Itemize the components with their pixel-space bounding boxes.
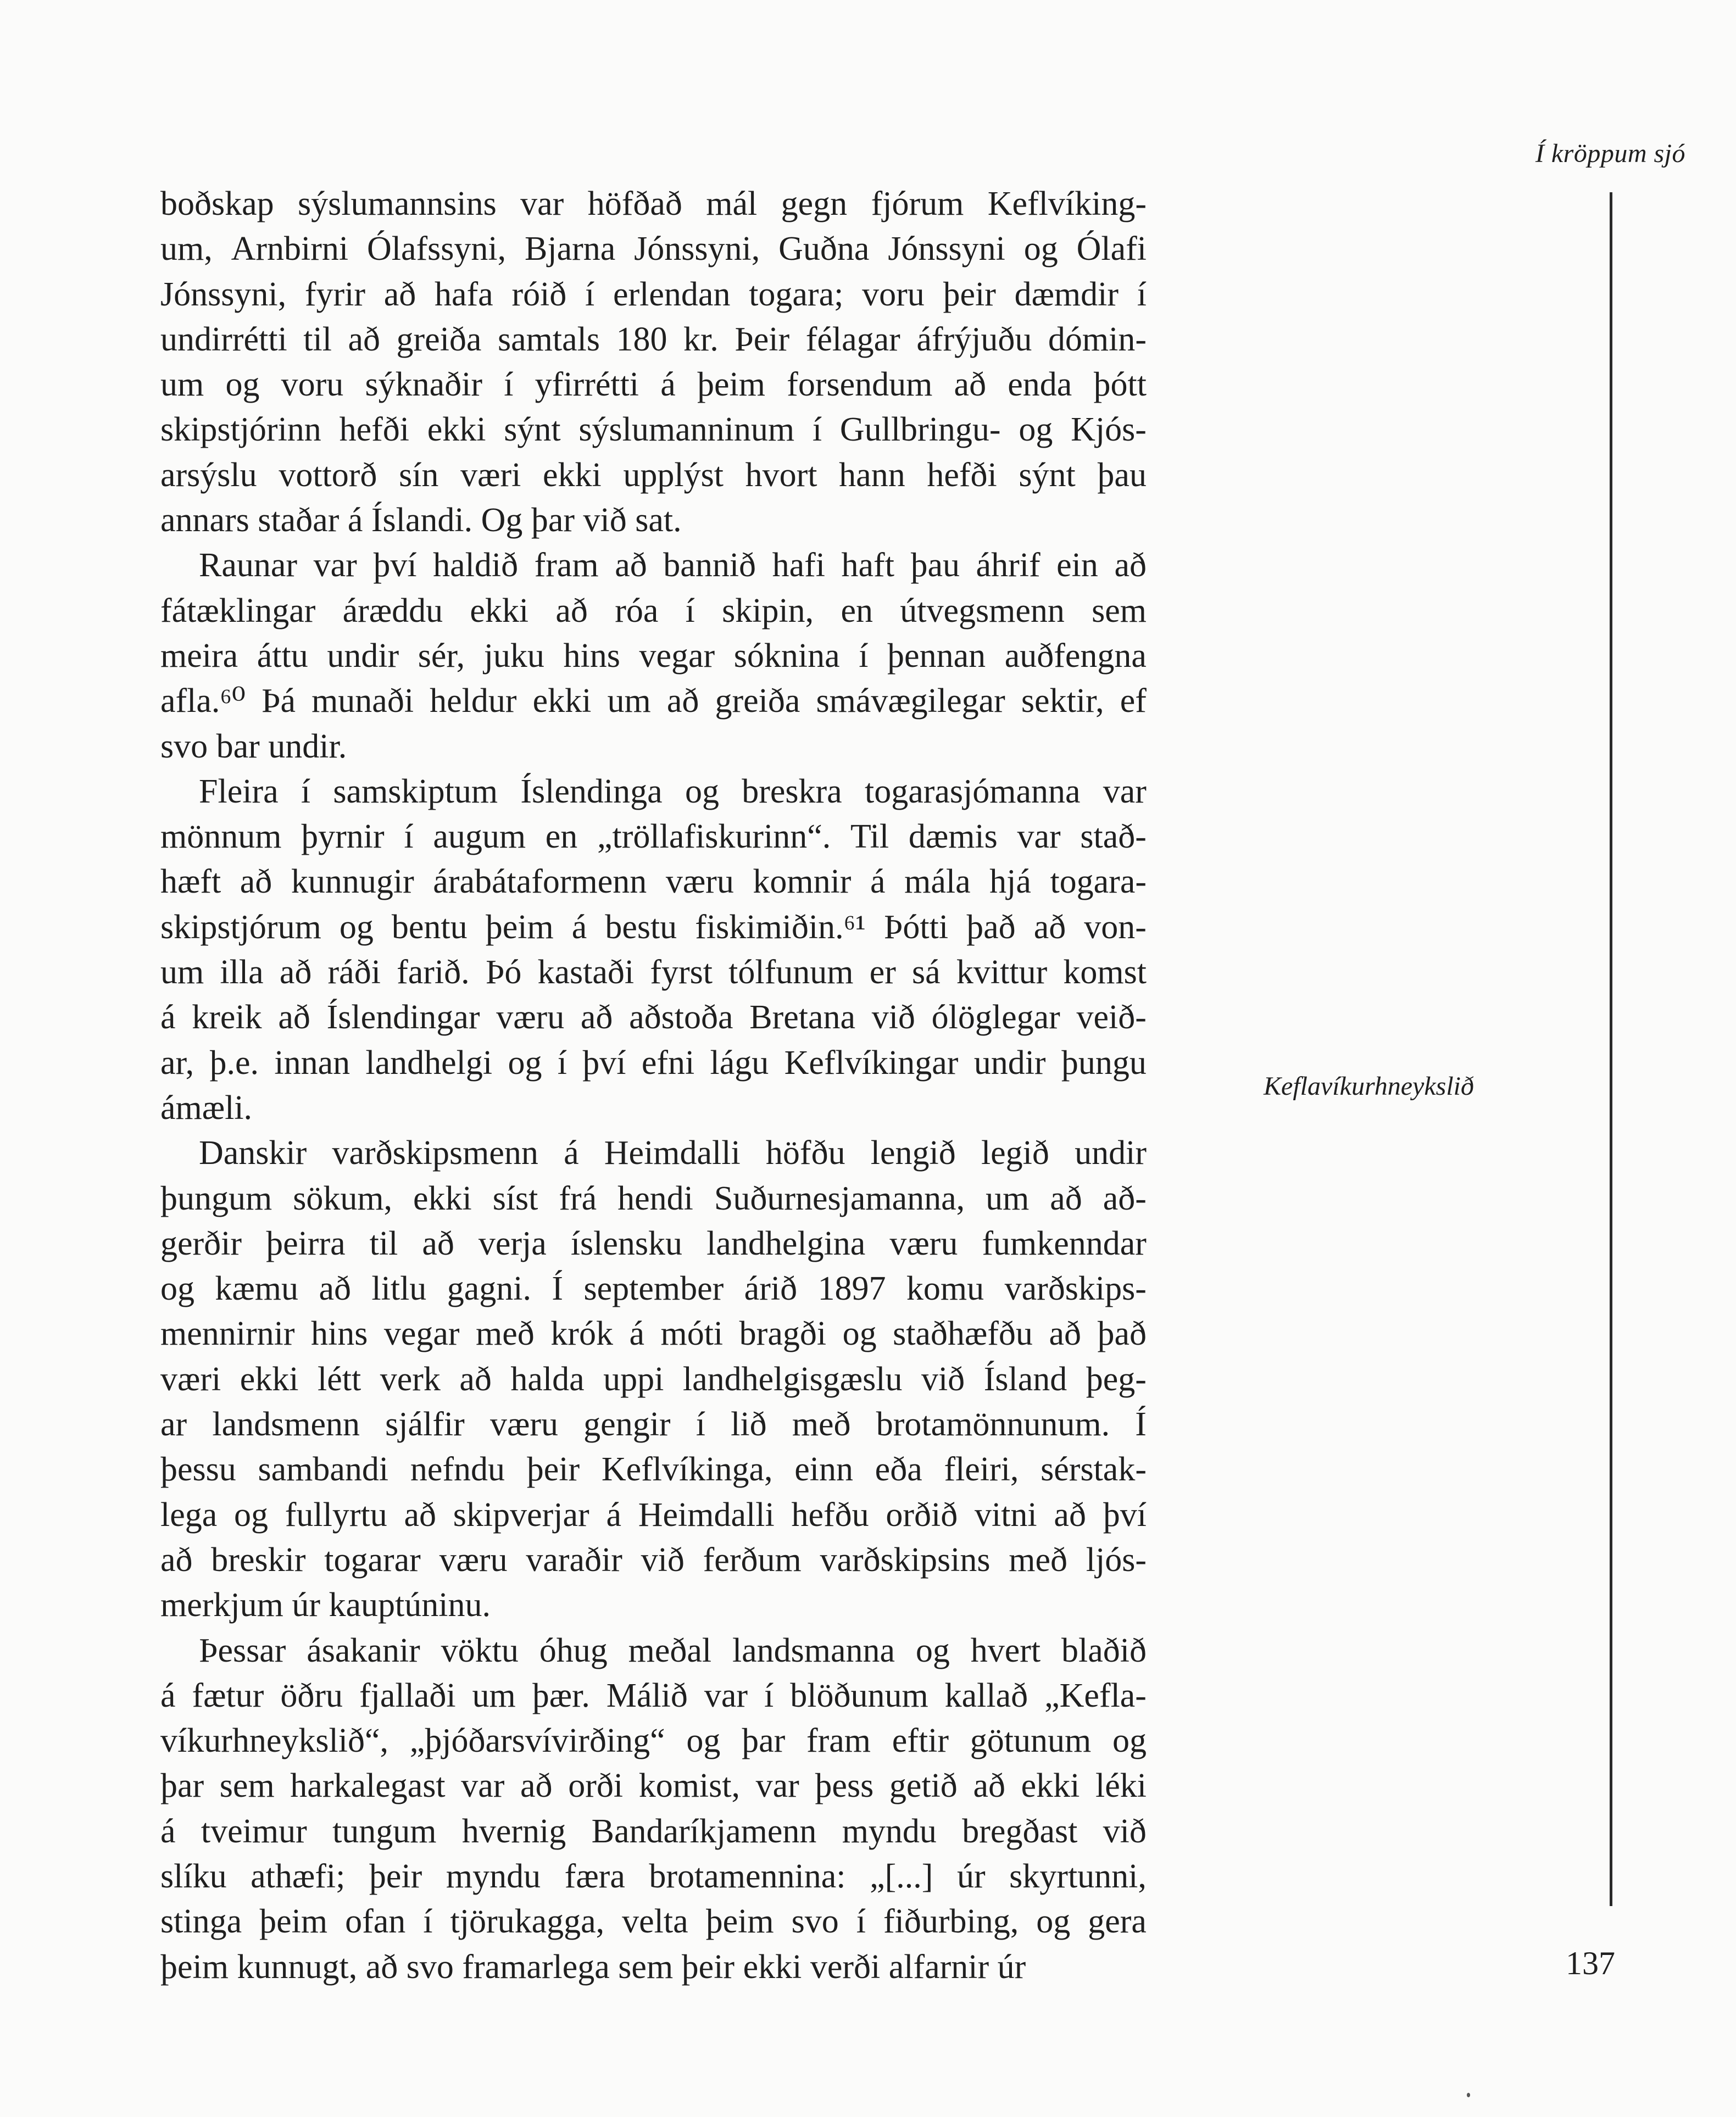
text-line: um illa að ráði farið. Þó kastaði fyrst tólfunum er sá kvittur komst [160,954,1147,991]
text-line: skipstjórinn hefði ekki sýnt sýslumanninum í Gullbringu- og Kjós- [160,411,1147,449]
text-line: ar, þ.e. innan landhelgi og í því efni lágu Keflvíkingar undir þungu [160,1044,1147,1082]
page-number: 137 [1566,1945,1615,1981]
paragraph [160,181,1147,543]
text-line: þar sem harkalegast var að orði komist, var þess getið að ekki léki [160,1767,1147,1805]
text-line: meira áttu undir sér, juku hins vegar sóknina í þennan auðfengna [160,637,1147,675]
text-line: ar landsmenn sjálfir væru gengir í lið með brotamönnunum. Í [160,1406,1147,1444]
text-line: væri ekki létt verk að halda uppi landhelgisgæslu við Ísland þeg- [160,1360,1147,1398]
text-line: á kreik að Íslendingar væru að aðstoða Bretana við ólöglegar veið- [160,999,1147,1037]
text-line: skipstjórum og bentu þeim á bestu fiskimiðin.⁶¹ Þótti það að von- [160,908,1147,946]
text-line: og kæmu að litlu gagni. Í september árið 1897 komu varðskips- [160,1270,1147,1308]
text-line: boðskap sýslumannsins var höfðað mál gegn fjórum Keflvíking- [160,185,1147,222]
text-line: svo bar undir. [160,727,347,765]
paragraph [160,1130,1147,1628]
text-line: víkurhneykslið“, „þjóðarsvívirðing“ og þar fram eftir götunum og [160,1722,1147,1760]
paragraph [160,543,1147,768]
text-line: ámæli. [160,1089,253,1127]
paragraph [160,769,1147,1130]
text-line: undirrétti til að greiða samtals 180 kr. Þeir félagar áfrýjuðu dómin- [160,320,1147,358]
text-line: gerðir þeirra til að verja íslensku landhelgina væru fumkenndar [160,1224,1147,1262]
text-line: lega og fullyrtu að skipverjar á Heimdalli hefðu orðið vitni að því [160,1496,1147,1534]
text-line: fátæklingar áræddu ekki að róa í skipin, en útvegsmenn sem [160,592,1147,629]
paragraph [160,1628,1147,1990]
text-line: Þessar ásakanir vöktu óhug meðal landsmanna og hvert blaðið [199,1631,1147,1669]
text-line: um og voru sýknaðir í yfirrétti á þeim forsendum að enda þótt [160,366,1147,404]
text-line: á fætur öðru fjallaði um þær. Málið var í blöðunum kallað „Kefla- [160,1676,1147,1714]
text-line: þessu sambandi nefndu þeir Keflvíkinga, einn eða fleiri, sérstak- [160,1451,1147,1489]
text-line: hæft að kunnugir árabátaformenn væru komnir á mála hjá togara- [160,863,1147,901]
text-line: afla.⁶⁰ Þá munaði heldur ekki um að greiða smávægilegar sektir, ef [160,682,1147,720]
text-line: annars staðar á Íslandi. Og þar við sat. [160,502,682,539]
text-line: stinga þeim ofan í tjörukagga, velta þeim svo í fiðurbing, og gera [160,1903,1147,1941]
running-head: Í kröppum sjó [1535,139,1685,168]
text-line: Danskir varðskipsmenn á Heimdalli höfðu lengið legið undir [199,1134,1147,1172]
text-line: á tveimur tungum hvernig Bandaríkjamenn myndu bregðast við [160,1812,1147,1850]
text-line: Fleira í samskiptum Íslendinga og breskra togarasjómanna var [199,772,1147,810]
margin-rule [1610,192,1612,1906]
paper-speck [1467,2093,1470,2097]
text-line: þeim kunnugt, að svo framarlega sem þeir ekki verði alfarnir úr [160,1948,1026,1986]
text-line: um, Arnbirni Ólafssyni, Bjarna Jónssyni, Guðna Jónssyni og Ólafi [160,230,1147,268]
side-note: Keflavíkurhneykslið [1264,1072,1475,1101]
text-line: Jónssyni, fyrir að hafa róið í erlendan togara; voru þeir dæmdir í [160,275,1147,313]
text-line: merkjum úr kauptúninu. [160,1586,491,1624]
text-line: Raunar var því haldið fram að bannið hafi haft þau áhrif ein að [199,547,1147,584]
text-line: arsýslu vottorð sín væri ekki upplýst hvort hann hefði sýnt þau [160,456,1147,494]
text-line: að breskir togarar væru varaðir við ferðum varðskipsins með ljós- [160,1541,1147,1579]
text-line: mönnum þyrnir í augum en „tröllafiskurinn“. Til dæmis var stað- [160,818,1147,856]
text-line: þungum sökum, ekki síst frá hendi Suðurnesjamanna, um að að- [160,1179,1147,1217]
body-text [160,181,1147,1990]
text-line: mennirnir hins vegar með krók á móti bragði og staðhæfðu að það [160,1315,1147,1353]
text-line: slíku athæfi; þeir myndu færa brotamennina: „[...] úr skyrtunni, [160,1857,1147,1895]
